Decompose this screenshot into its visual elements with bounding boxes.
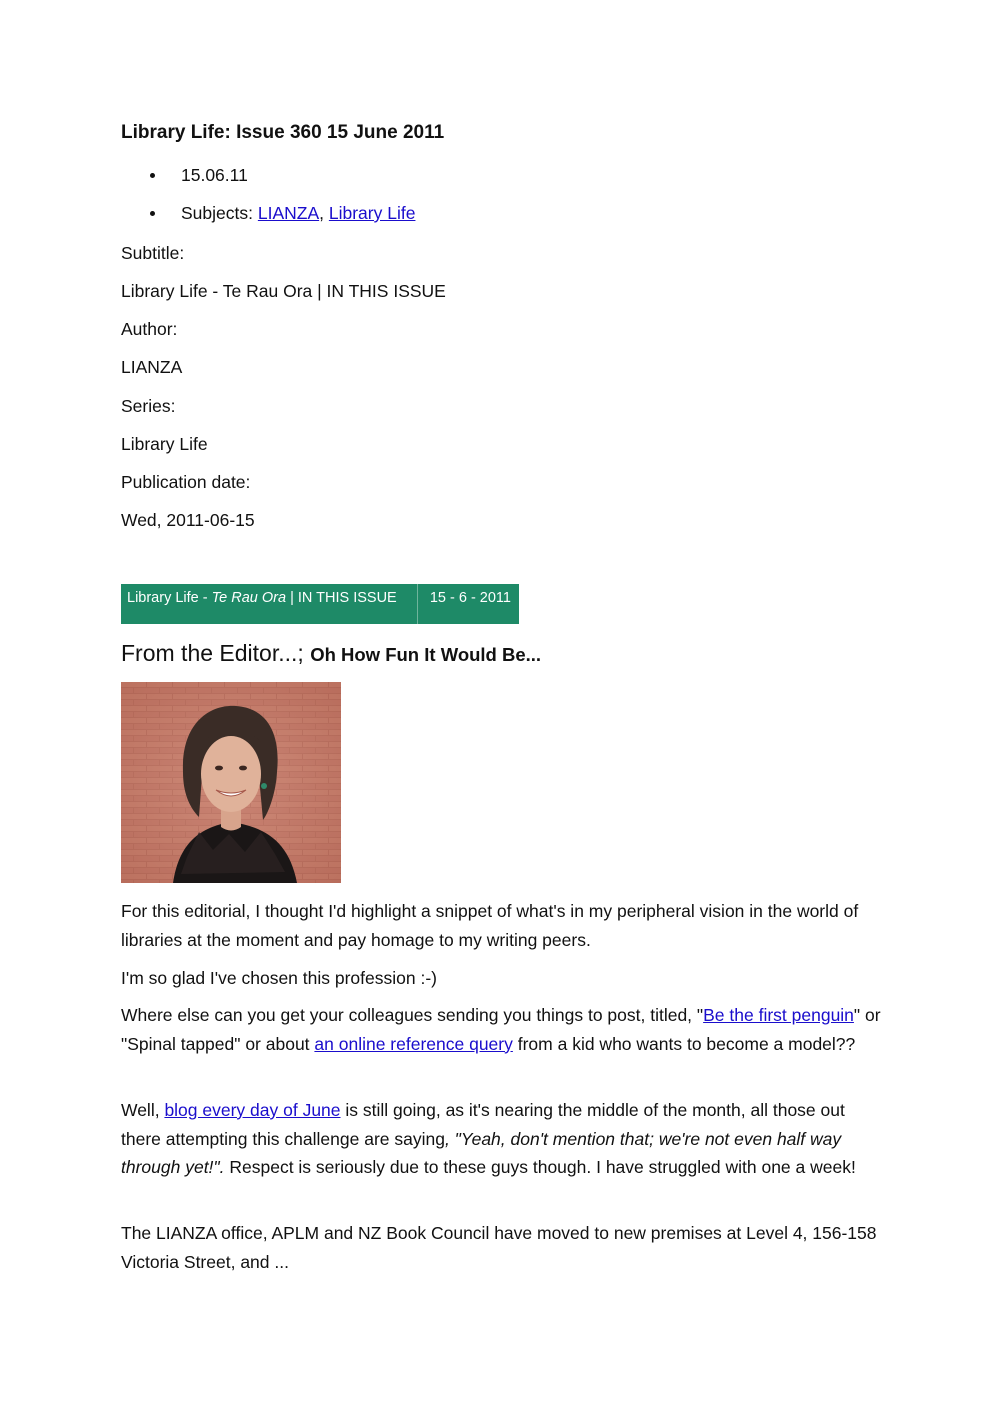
series-value: Library Life — [121, 434, 208, 454]
banner-date: 15 - 6 - 2011 — [429, 590, 511, 606]
pubdate-value: Wed, 2011-06-15 — [121, 510, 255, 530]
editorial-paragraph: The LIANZA office, APLM and NZ Book Council have moved to new premises at Level 4, 156-158 Victoria Street, and ... — [121, 1223, 877, 1272]
editorial-paragraph: I'm so glad I've chosen this profession :-) — [121, 968, 437, 988]
subject-link-library-life[interactable]: Library Life — [328, 203, 416, 223]
author-label: Author: — [121, 319, 178, 339]
reference-query-link[interactable]: an online reference query — [314, 1033, 513, 1054]
article-date: 15.06.11 — [181, 165, 248, 185]
bullet-icon — [150, 173, 155, 178]
editor-heading: From the Editor...; Oh How Fun It Would Be... — [121, 640, 542, 666]
subjects-label: Subjects: — [181, 203, 258, 223]
penguin-link[interactable]: Be the first penguin — [703, 1005, 854, 1025]
series-label: Series: — [121, 396, 176, 416]
article-title: Library Life: Issue 360 15 June 2011 — [121, 122, 445, 143]
subject-link-lianza[interactable]: LIANZA — [257, 203, 320, 223]
subject-separator: , — [319, 203, 329, 223]
editorial-paragraph: For this editorial, I thought I'd highlight a snippet of what's in my peripheral vision in the world of libraries at the moment and pay homage to my writing peers. — [121, 901, 859, 950]
blog-june-link[interactable]: blog every day of June — [164, 1100, 341, 1120]
subtitle-value: Library Life - Te Rau Ora | IN THIS ISSUE — [121, 281, 446, 301]
pubdate-label: Publication date: — [121, 472, 251, 492]
author-value: LIANZA — [121, 357, 183, 377]
editorial-paragraph: Well, blog every day of June is still going, as it's nearing the middle of the month, all those out there attempting this challenge are saying, "Yeah, don't mention that; we're not even half way through yet!". Respect is seriously due to these guys though. I have struggled with one a week! — [121, 1100, 856, 1177]
bullet-icon — [150, 211, 155, 216]
list-item — [121, 202, 415, 240]
subtitle-label: Subtitle: — [121, 243, 185, 263]
issue-banner — [121, 584, 519, 624]
editor-photo — [121, 682, 341, 883]
meta-list — [121, 164, 415, 240]
editorial-paragraph: Where else can you get your colleagues sending you things to post, titled, "Be the first penguin" or "Spinal tapped" or about an online reference query from a kid who wants to become a model?? — [121, 1005, 881, 1054]
banner-title: Library Life - Te Rau Ora | IN THIS ISSUE — [121, 584, 418, 624]
list-item — [121, 164, 415, 202]
